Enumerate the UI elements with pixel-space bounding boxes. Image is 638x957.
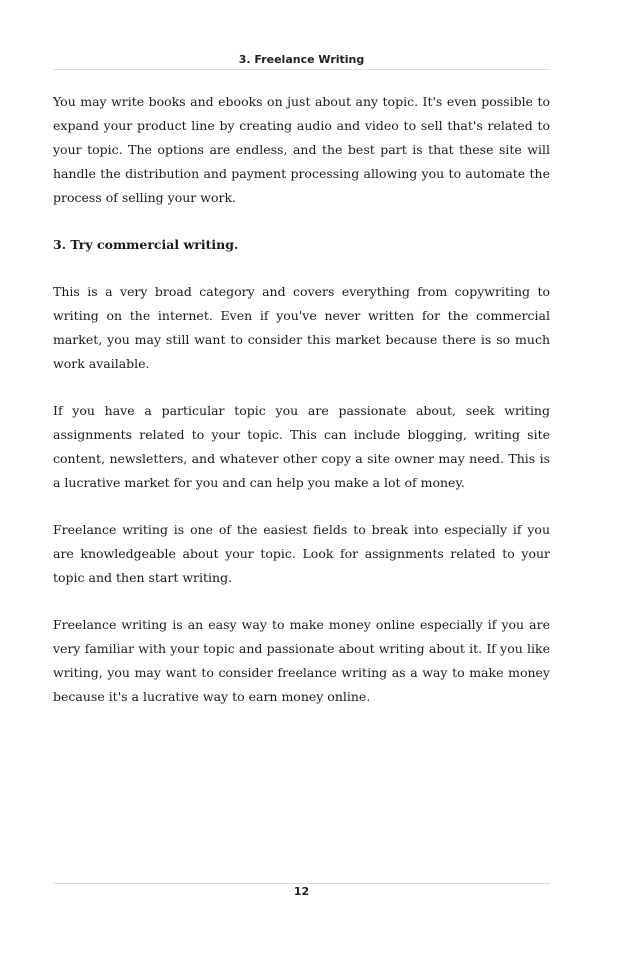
page-body (53, 90, 550, 732)
body-paragraph-4: Freelance writing is one of the easiest fields to break into especially if you are knowledgeable about your topic. Look for assignments related to your topic and then start writing. (53, 522, 550, 585)
section-heading: 3. Try commercial writing. (53, 237, 239, 252)
body-paragraph-2: This is a very broad category and covers everything from copywriting to writing on the internet. Even if you've never written for the commercial market, you may still want to consider this market because there is so much work available. (53, 284, 550, 371)
page-header: 3. Freelance Writing (238, 53, 365, 66)
body-paragraph-1: You may write books and ebooks on just about any topic. It's even possible to expand your product line by creating audio and video to sell that's related to your topic. The options are endless, and the best part is that these site will handle the distribution and payment processing allowing you to automate the process of selling your work. (53, 94, 550, 205)
body-paragraph-3: If you have a particular topic you are passionate about, seek writing assignments related to your topic. This can include blogging, writing site content, newsletters, and whatever other copy a site owner may need. This is a lucrative market for you and can help you make a lot of money. (53, 403, 550, 490)
body-paragraph-5: Freelance writing is an easy way to make money online especially if you are very familiar with your topic and passionate about writing about it. If you like writing, you may want to consider freelance writing as a way to make money because it's a lucrative way to earn money online. (53, 617, 550, 704)
page-number: 12 (293, 885, 310, 898)
header-divider (53, 69, 550, 70)
